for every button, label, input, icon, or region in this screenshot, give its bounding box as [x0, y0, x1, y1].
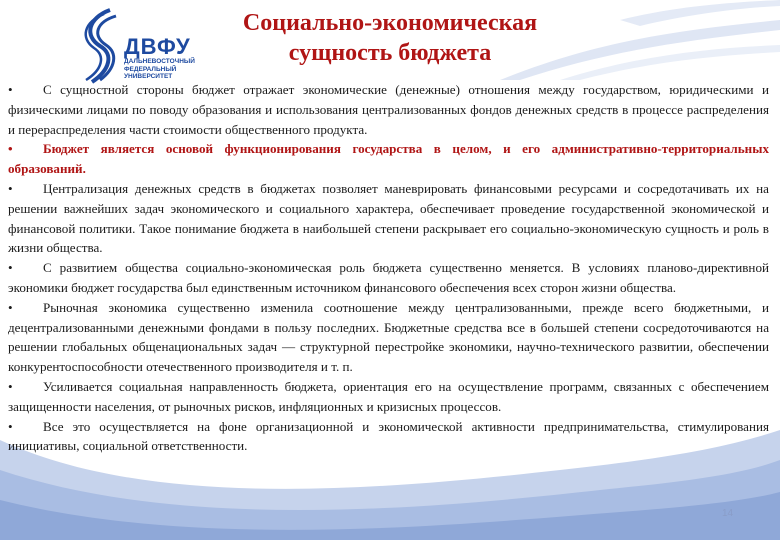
body-text — [8, 80, 769, 456]
paragraph-text: Рыночная экономика существенно изменила соотношение между централизованными, прежде всего бюджетными, и децентрализованными денежными фондами в пользу последних. Бюджетные средства все в большей степени сосредоточиваются на решении глобальных общенациональных задач — структурной перестройке экономики, научно-технического развитии, обеспечении конкурентоспособности отечественного производителя и т. п. — [8, 299, 769, 375]
paragraph-2-highlight — [8, 139, 769, 179]
paragraph-text: Централизация денежных средств в бюджетах позволяет маневрировать финансовыми ресурсами и сосредотачивать их на решении важнейших задач экономического и социального характера, обеспечивает проведение государственной экономической и финансовой политики. Такое понимание бюджета в наибольшей степени раскрывает его социально-экономическую сущность и роль в жизни общества. — [8, 180, 769, 256]
bullet-marker: • — [8, 141, 13, 157]
paragraph-text: Все это осуществляется на фоне организационной и экономической активности предпринимательства, стимулирования инициативы, социальной ответственности. — [8, 418, 769, 454]
paragraph-4 — [8, 258, 769, 298]
bullet-marker: • — [8, 180, 13, 196]
title-line-2: сущность бюджета — [288, 40, 492, 66]
bullet-marker: • — [8, 260, 13, 276]
page-title — [200, 8, 580, 68]
dvfu-wave-logo-icon — [80, 8, 124, 84]
title-line-1: Социально-экономическая — [242, 10, 538, 36]
logo-name: ДВФУ — [124, 34, 191, 59]
paragraph-1 — [8, 80, 769, 139]
paragraph-text: С развитием общества социально-экономическая роль бюджета существенно меняется. В условиях планово-директивной экономики бюджет государства был единственным источником финансового обеспечения всех сторон жизни общества. — [8, 260, 769, 295]
bullet-marker: • — [8, 378, 13, 394]
bullet-marker: • — [8, 418, 13, 434]
paragraph-text: С сущностной стороны бюджет отражает экономические (денежные) отношения между государством, юридическими и физическими лицами по поводу образования и использования централизованных фондов денежных средств в процессе распределения и перераспределения части стоимости общественного продукта. — [8, 82, 769, 137]
bullet-marker: • — [8, 299, 13, 315]
paragraph-3 — [8, 179, 769, 258]
paragraph-6 — [8, 377, 769, 417]
paragraph-text: Бюджет является основой функционирования государства в целом, и его административно-территориальных образований. — [8, 141, 769, 177]
paragraph-text: Усиливается социальная направленность бюджета, ориентация его на осуществление программ, связанных с обеспечением защищенности населения, от рыночных рисков, инфляционных и кризисных процессов. — [8, 378, 769, 414]
bullet-marker: • — [8, 82, 13, 97]
paragraph-5 — [8, 298, 769, 377]
paragraph-7 — [8, 417, 769, 457]
page-number: 14 — [722, 508, 734, 519]
logo-subtitle: ДАЛЬНЕВОСТОЧНЫЙ ФЕДЕРАЛЬНЫЙ УНИВЕРСИТЕТ — [124, 58, 195, 80]
dvfu-logo — [80, 8, 210, 86]
